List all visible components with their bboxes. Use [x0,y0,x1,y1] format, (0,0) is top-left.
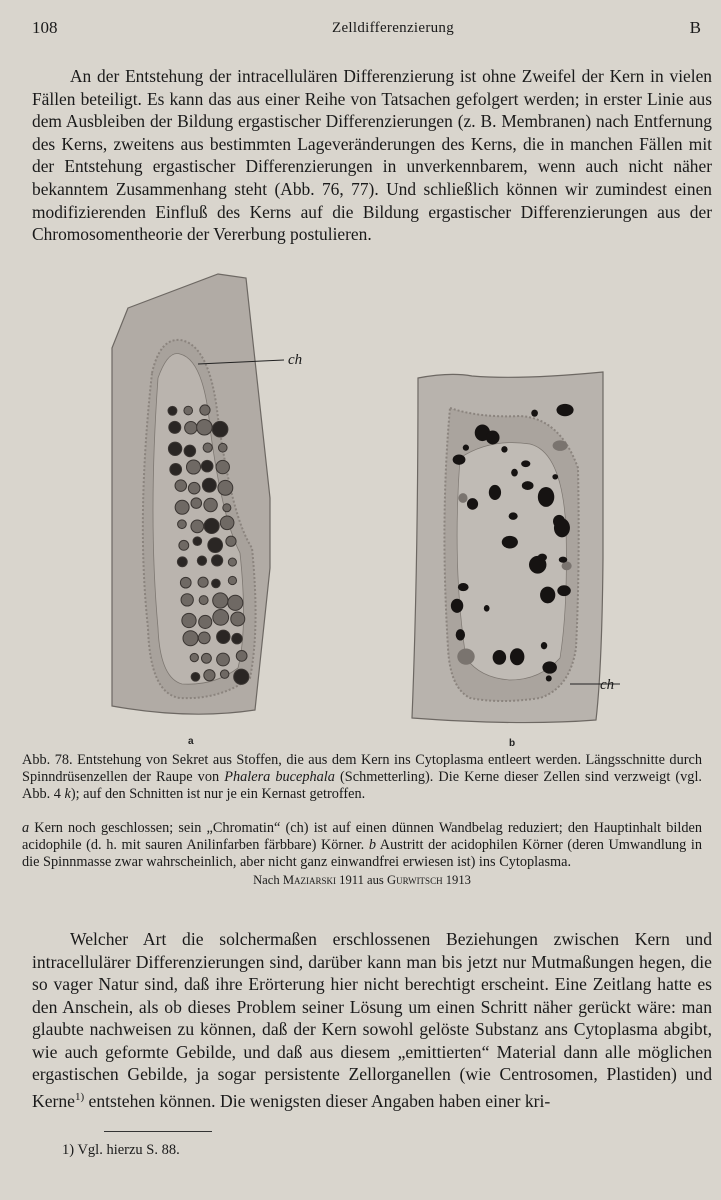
running-title: Zelldifferenzierung [332,20,455,36]
footnote-rule [104,1131,212,1132]
figure-caption-detail [22,820,702,889]
paragraph-1-text: An der Entstehung der intracellulären Differenzierung ist ohne Zweifel der Kern in vielen Fällen beteiligt. Es kann das aus einer Reihe von Tatsachen gefolgert werden; in erster Linie aus dem Ausbleiben der Bildung ergastischer Differenzierungen (z. B. Membranen) nach Entfernung des Kerns, zweitens aus bestimmten Lageveränderungen des Kerns, die in manchen Fällen mit der Entstehung ergastischer Differenzierungen in unverkennbarem, wenn auch nicht näher bekanntem Zusammenhang steht (Abb. 76, 77). Und schließlich können wir zumindest einen modifizierenden Einfluß des Kerns auf die Bildung ergastischer Differenzierungen aus der Chromosomentheorie der Vererbung postulieren. [32,66,712,245]
label-ch-b: ch [600,677,615,693]
label-ch-a: ch [288,352,303,368]
figure-caption-main [22,752,702,803]
figure-78 [100,268,620,748]
cell-b [412,372,603,723]
cell-illustration [100,268,620,748]
footnote: 1) Vgl. hierzu S. 88. [62,1142,180,1158]
footnote-ref: 1) [74,1090,85,1103]
signature-mark: B [689,18,701,37]
caption-main-text: Abb. 78. Entstehung von Sekret aus Stoffen, die aus dem Kern ins Cytoplasma entleert werden. Längsschnitte durch Spinndrüsenzellen der Raupe von Phalera bucephala (Schmetterling). Die Kerne dieser Zellen sind verzweigt (vgl. Abb. 4 k); auf den Schnitten ist nur je ein Kernast getroffen. [22,752,702,802]
caption-detail-text: a Kern noch geschlossen; sein „Chromatin“ (ch) ist auf einen dünnen Wandbelag reduziert; den Hauptinhalt bilden acidophile (d. h. mit sauren Anilinfarben färbbare) Körner. b Austritt der acidophilen Körner (deren Umwandlung in die Spinnmasse zwar wahrscheinlich, aber nicht ganz einwandfrei erwiesen ist) ins Cytoplasma. [22,820,702,870]
page-number: 108 [32,18,58,37]
caption-species: Phalera bucephala [224,769,335,785]
paragraph-1 [32,65,712,246]
running-header [32,18,709,42]
cell-a [112,274,270,714]
panel-label-b: b [509,738,516,748]
paragraph-2-text: Welcher Art die solchermaßen erschlossenen Beziehungen zwischen Kern und intracellulärer Differenzierungen sind, darüber kann man bis jetzt nur Mutmaßungen hegen, die so vager Natur sind, daß ihre Erörterung hier nicht berechtigt erscheint. Eine Zeitlang hatte es den Anschein, als ob dieses Problem seiner Lösung um einen Schritt näher gerückt wäre: man glaubte nachweisen zu können, daß der Kern sowohl gelöste Substanz ans Cytoplasma abgibt, wie auch geformte Gebilde, und daß aus diesem „emittierten“ Material dann alle möglichen ergastischen Gebilde, ja sogar persistente Zellorganellen (wie Centrosomen, Plastiden) und Kerne$^{1)}$ entstehen können. Die wenigsten dieser Angaben haben einer kri- [32,929,712,1111]
caption-source: Nach Maziarski 1911 aus Gurwitsch 1913 [253,873,471,887]
paragraph-2 [32,928,712,1112]
panel-label-a: a [188,736,194,747]
